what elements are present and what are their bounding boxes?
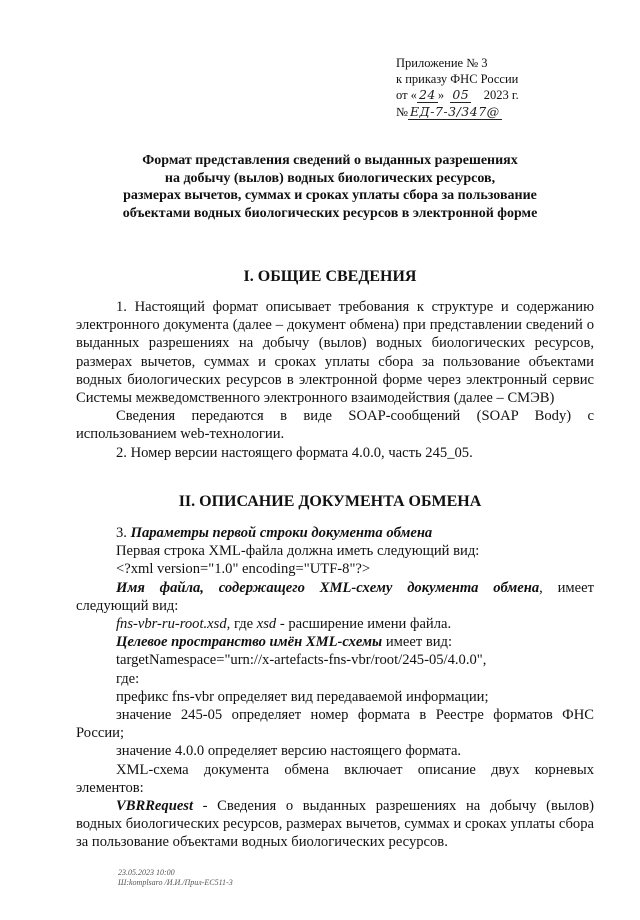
footer-path: Ш:komplsaro /И.И./Прил-ЕС511-3 [118, 878, 233, 887]
item-3-heading [76, 524, 594, 542]
section-2-heading: II. ОПИСАНИЕ ДОКУМЕНТА ОБМЕНА [178, 493, 482, 510]
appendix-order-number [396, 104, 519, 121]
appendix-order-reference: к приказу ФНС России [396, 71, 519, 86]
filename-ext: xsd [256, 616, 277, 633]
document-footer [118, 868, 233, 888]
version-description: значение 4.0.0 определяет версию настоящего формата. [116, 743, 462, 760]
vbr-request-paragraph [76, 797, 594, 852]
namespace-value: targetNamespace="urn://x-artefacts-fns-vbr/root/245-05/4.0.0", [116, 652, 487, 669]
title-line: Формат представления сведений о выданных разрешениях [142, 153, 518, 168]
filename-paragraph [76, 579, 594, 615]
namespace-label: Целевое пространство имён XML-схемы [116, 634, 383, 651]
section-2-body [76, 524, 594, 852]
date-mid: » [437, 88, 445, 102]
date-day-handwritten: 24 [418, 87, 436, 102]
paragraph-version: 2. Номер версии настоящего формата 4.0.0, часть 245_05. [116, 444, 473, 461]
title-line: на добычу (вылов) водных биологических ресурсов, [164, 170, 496, 186]
where-text: где: [116, 670, 140, 687]
filename-label: Имя файла, содержащего XML-схему документа обмена [116, 579, 540, 596]
prefix-description: префикс fns-vbr определяет вид передаваемой информации; [116, 688, 489, 705]
title-line: объектами водных биологических ресурсов в электронной форме [122, 205, 538, 221]
filename-rest: , имеет следующий вид: [76, 579, 594, 614]
appendix-number: Приложение № 3 [396, 56, 488, 70]
filename-value: fns-vbr-ru-root.xsd [116, 616, 227, 633]
format-number-description: значение 245-05 определяет номер формата в Реестре форматов ФНС России; [76, 707, 594, 742]
namespace-rest: имеет вид: [382, 634, 453, 651]
schema-description: XML-схема документа обмена включает описание двух корневых элементов: [76, 761, 594, 796]
item-title: Параметры первой строки документа обмена [130, 525, 433, 541]
vbr-request-label: VBRRequest [116, 798, 194, 815]
paragraph-format-description: 1. Настоящий формат описывает требования к структуре и содержанию электронного документа (далее – документ обмена) при представлении сведений о выданных разрешениях на добычу (вылов) водных биологических ресурсов, размерах вычетов, суммах и сроках уплаты сбора за пользование объектами водных биологических ресурсов в электронной форме через электронный сервис Системы межведомственного электронного взаимодействия (далее – СМЭВ) [76, 299, 594, 407]
paragraph-soap: Сведения передаются в виде SOAP-сообщений (SOAP Body) с использованием web-технологии. [76, 408, 594, 443]
order-number-handwritten: ЕД-7-3/347@ [409, 103, 500, 119]
vbr-request-desc: - Сведения о выданных разрешениях на добычу (вылов) водных биологических ресурсов, размерах вычетов, суммах и сроках уплаты сбора за пользование объектами водных биологических ресурсов. [76, 798, 594, 851]
filename-desc: - расширение имени файла. [276, 616, 452, 633]
document-title [80, 152, 580, 222]
date-prefix: от « [396, 88, 417, 102]
section-1-heading: I. ОБЩИЕ СВЕДЕНИЯ [243, 268, 417, 285]
section-1-body [76, 298, 594, 462]
footer-timestamp: 23.05.2023 10:00 [118, 868, 175, 877]
number-prefix: № [396, 104, 408, 119]
namespace-paragraph [76, 633, 594, 651]
title-line: размерах вычетов, суммах и сроках уплаты сбора за пользование [123, 188, 537, 203]
xml-declaration: <?xml version="1.0" encoding="UTF-8"?> [116, 561, 371, 578]
filename-value-paragraph [76, 615, 594, 633]
appendix-date [396, 87, 519, 104]
date-year: 2023 г. [483, 88, 519, 102]
appendix-block [396, 56, 519, 120]
date-month-handwritten: 05 [452, 87, 470, 102]
item-number: 3. [116, 525, 131, 541]
first-line-text: Первая строка XML-файла должна иметь следующий вид: [116, 543, 480, 560]
filename-sep: , где [226, 616, 257, 633]
